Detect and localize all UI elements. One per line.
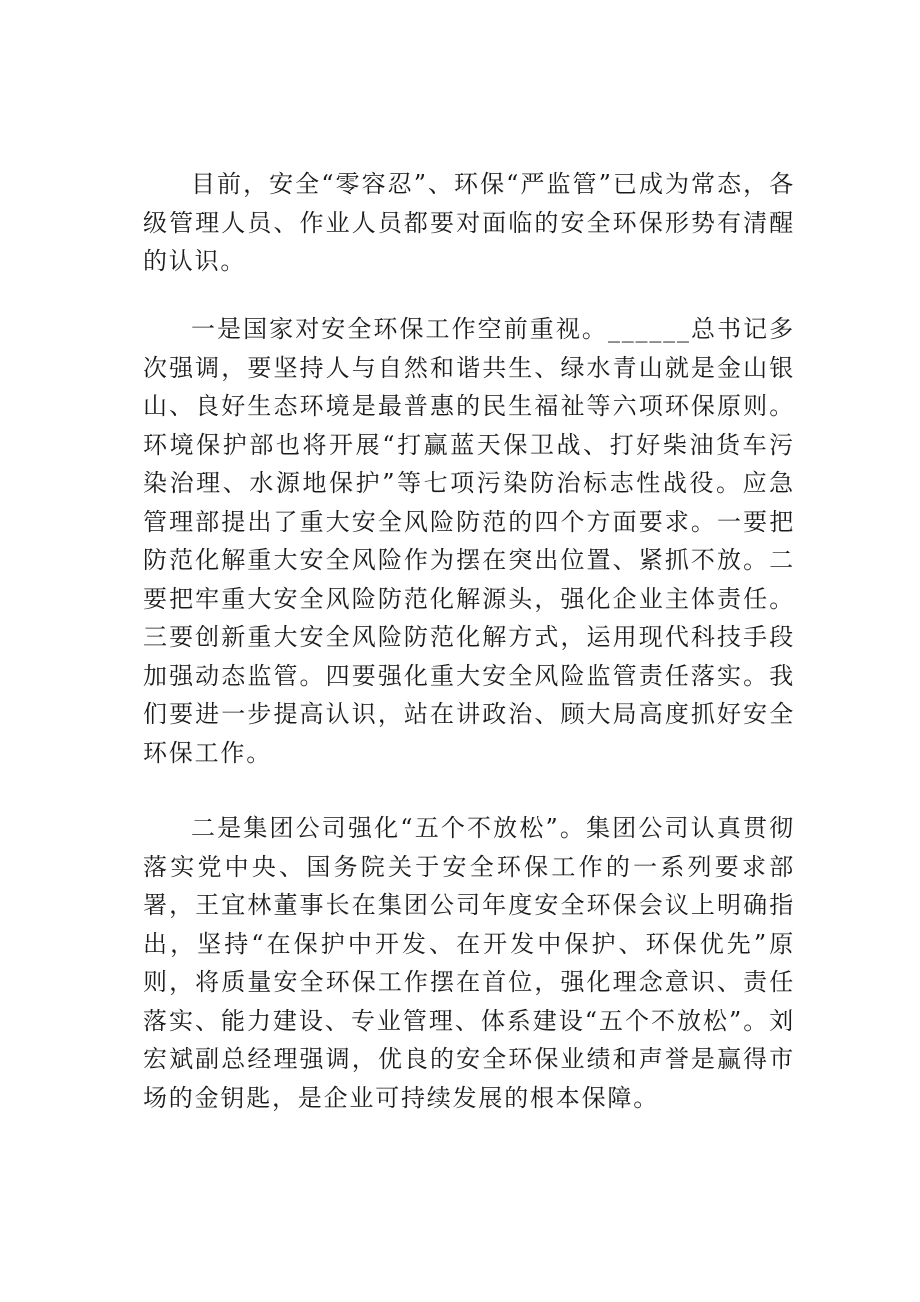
paragraph-intro: 目前，安全“零容忍”、环保“严监管”已成为常态，各级管理人员、作业人员都要对面临的安全环保形势有清醒的认识。: [143, 170, 795, 275]
paragraph-national-priority: 一是国家对安全环保工作空前重视。______总书记多次强调，要坚持人与自然和谐共生、绿水青山就是金山银山、良好生态环境是最普惠的民生福祉等六项环保原则。环境保护部也将开展“打赢蓝天保卫战、打好柴油货车污染治理、水源地保护”等七项污染防治标志性战役。应急管理部提出了重大安全风险防范的四个方面要求。一要把防范化解重大安全风险作为摆在突出位置、紧抓不放。二要把牢重大安全风险防范化解源头，强化企业主体责任。三要创新重大安全风险防范化解方式，运用现代科技手段加强动态监管。四要强化重大安全风险监管责任落实。我们要进一步提高认识，站在讲政治、顾大局高度抓好安全环保工作。: [143, 315, 795, 767]
paragraph-group-five-points: 二是集团公司强化“五个不放松”。集团公司认真贯彻落实党中央、国务院关于安全环保工作的一系列要求部署，王宜林董事长在集团公司年度安全环保会议上明确指出，坚持“在保护中开发、在开发中保护、环保优先”原则，将质量安全环保工作摆在首位，强化理念意识、责任落实、能力建设、专业管理、体系建设“五个不放松”。刘宏斌副总经理强调，优良的安全环保业绩和声誉是赢得市场的金钥匙，是企业可持续发展的根本保障。: [143, 814, 795, 1112]
